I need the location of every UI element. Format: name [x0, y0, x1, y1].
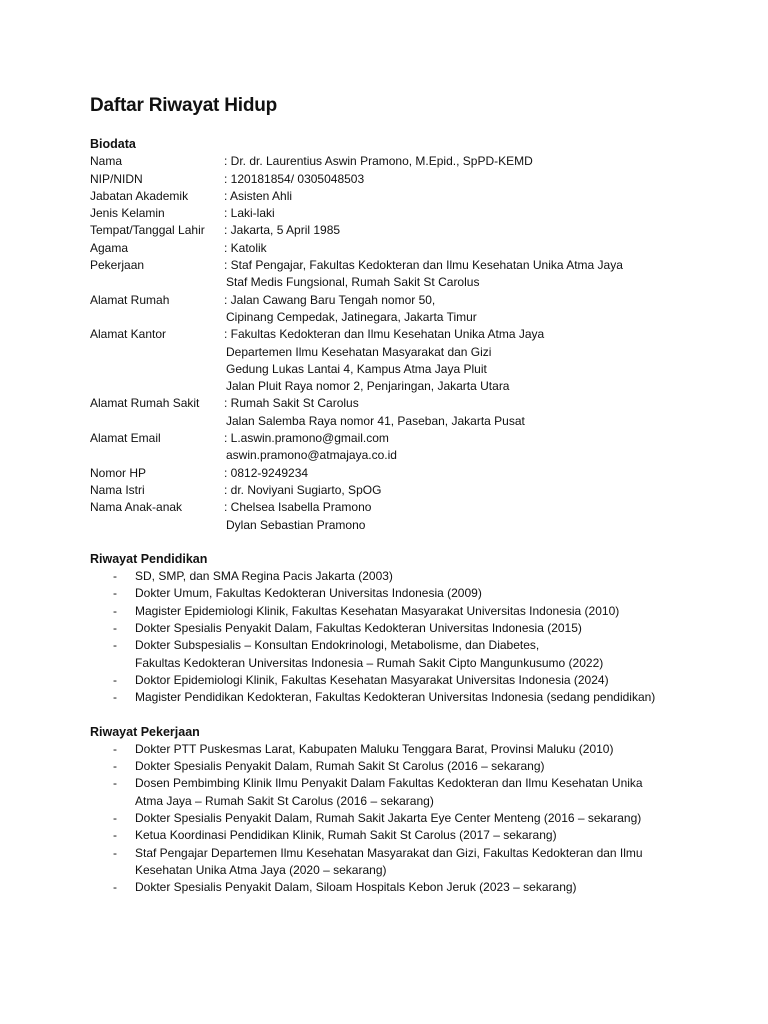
- biodata-value-line: : Rumah Sakit St Carolus: [224, 396, 359, 411]
- work-item-text: [135, 775, 643, 810]
- education-item: [90, 568, 738, 585]
- biodata-value-line: : Jalan Cawang Baru Tengah nomor 50,: [224, 292, 436, 307]
- biodata-value-line: : Jakarta, 5 April 1985: [224, 223, 341, 238]
- biodata-label: Pekerjaan: [90, 258, 145, 273]
- biodata-value-line: : 120181854/ 0305048503: [224, 171, 365, 186]
- bullet-dash: -: [113, 880, 117, 895]
- education-item: [90, 585, 738, 602]
- education-item-line: Dokter Umum, Fakultas Kedokteran Universitas Indonesia (2009): [135, 586, 482, 601]
- biodata-value: [224, 257, 623, 292]
- bullet-dash: -: [113, 741, 117, 756]
- biodata-value: [224, 171, 364, 188]
- biodata-value: [224, 240, 267, 257]
- biodata-value-line: Jalan Pluit Raya nomor 2, Penjaringan, Jakarta Utara: [226, 379, 510, 394]
- education-item: [90, 672, 738, 689]
- biodata-value: [224, 153, 533, 170]
- work-item-line: Dokter Spesialis Penyakit Dalam, Siloam Hospitals Kebon Jeruk (2023 – sekarang): [135, 880, 577, 895]
- biodata-value-line: Staf Medis Fungsional, Rumah Sakit St Carolus: [226, 275, 480, 290]
- biodata-label: Nama Istri: [90, 482, 145, 497]
- education-item-text: [135, 689, 655, 706]
- work-item-line: Kesehatan Unika Atma Jaya (2020 – sekarang): [135, 862, 387, 877]
- bullet-dash: -: [113, 828, 117, 843]
- biodata-value-line: : dr. Noviyani Sugiarto, SpOG: [224, 482, 382, 497]
- biodata-row: [90, 153, 738, 170]
- biodata-value-line: aswin.pramono@atmajaya.co.id: [226, 448, 397, 463]
- work-section: [90, 724, 738, 897]
- bullet-dash: -: [113, 759, 117, 774]
- work-item-line: Staf Pengajar Departemen Ilmu Kesehatan Masyarakat dan Gizi, Fakultas Kedokteran dan Ilmu: [135, 845, 643, 860]
- work-item-text: [135, 879, 577, 896]
- work-item-text: [135, 741, 613, 758]
- bullet-dash: -: [113, 810, 117, 825]
- document-title: Daftar Riwayat Hidup: [90, 95, 278, 116]
- biodata-value-line: : Fakultas Kedokteran dan Ilmu Kesehatan Unika Atma Jaya: [224, 327, 545, 342]
- biodata-label: Agama: [90, 240, 129, 255]
- bullet-dash: -: [113, 672, 117, 687]
- biodata-value: [224, 292, 477, 327]
- biodata-label: Alamat Rumah: [90, 292, 170, 307]
- biodata-label: Tempat/Tanggal Lahir: [90, 223, 205, 238]
- bullet-dash: -: [113, 586, 117, 601]
- bullet-dash: -: [113, 776, 117, 791]
- biodata-value: [224, 326, 544, 395]
- biodata-label: Nomor HP: [90, 465, 147, 480]
- work-item-line: Atma Jaya – Rumah Sakit St Carolus (2016 – sekarang): [135, 793, 434, 808]
- bullet-dash: -: [113, 569, 117, 584]
- education-heading: Riwayat Pendidikan: [90, 551, 208, 566]
- work-heading: Riwayat Pekerjaan: [90, 724, 200, 739]
- biodata-row: [90, 205, 738, 222]
- biodata-value-line: Gedung Lukas Lantai 4, Kampus Atma Jaya Pluit: [226, 361, 487, 376]
- biodata-label: NIP/NIDN: [90, 171, 143, 186]
- education-item-text: [135, 568, 393, 585]
- education-item-text: [135, 585, 482, 602]
- biodata-label: Jabatan Akademik: [90, 188, 189, 203]
- biodata-value: [224, 499, 371, 534]
- biodata-row: [90, 395, 738, 430]
- work-item-line: Dokter Spesialis Penyakit Dalam, Rumah Sakit Jakarta Eye Center Menteng (2016 – sekarang): [135, 810, 642, 825]
- biodata-value-line: Jalan Salemba Raya nomor 41, Paseban, Jakarta Pusat: [226, 413, 525, 428]
- biodata-row: [90, 171, 738, 188]
- work-item: [90, 879, 738, 896]
- biodata-row: [90, 222, 738, 239]
- biodata-value-line: : L.aswin.pramono@gmail.com: [224, 431, 389, 446]
- biodata-row: [90, 326, 738, 395]
- education-item: [90, 603, 738, 620]
- education-item-line: SD, SMP, dan SMA Regina Pacis Jakarta (2003): [135, 569, 393, 584]
- biodata-row: [90, 465, 738, 482]
- education-list: [90, 568, 738, 706]
- biodata-value: [224, 395, 525, 430]
- biodata-row: [90, 292, 738, 327]
- bullet-dash: -: [113, 638, 117, 653]
- biodata-value: [224, 205, 275, 222]
- education-item-line: Magister Epidemiologi Klinik, Fakultas Kesehatan Masyarakat Universitas Indonesia (2010): [135, 603, 620, 618]
- education-item-line: Doktor Epidemiologi Klinik, Fakultas Kesehatan Masyarakat Universitas Indonesia (2024): [135, 672, 609, 687]
- work-item-line: Dokter Spesialis Penyakit Dalam, Rumah Sakit St Carolus (2016 – sekarang): [135, 759, 545, 774]
- biodata-value: [224, 430, 397, 465]
- work-item-line: Ketua Koordinasi Pendidikan Klinik, Rumah Sakit St Carolus (2017 – sekarang): [135, 828, 557, 843]
- biodata-value: [224, 482, 381, 499]
- work-item: [90, 775, 738, 810]
- biodata-label: Nama Anak-anak: [90, 500, 183, 515]
- biodata-row: [90, 257, 738, 292]
- education-item-line: Magister Pendidikan Kedokteran, Fakultas Kedokteran Universitas Indonesia (sedang pendidikan): [135, 690, 656, 705]
- biodata-value-line: : Asisten Ahli: [224, 188, 293, 203]
- biodata-value-line: Dylan Sebastian Pramono: [226, 517, 366, 532]
- biodata-value-line: : Staf Pengajar, Fakultas Kedokteran dan Ilmu Kesehatan Unika Atma Jaya: [224, 258, 623, 273]
- biodata-value-line: : Katolik: [224, 240, 267, 255]
- work-item-line: Dokter PTT Puskesmas Larat, Kabupaten Maluku Tenggara Barat, Provinsi Maluku (2010): [135, 741, 614, 756]
- biodata-label: Alamat Email: [90, 431, 161, 446]
- education-item: [90, 689, 738, 706]
- work-item-text: [135, 827, 557, 844]
- biodata-value-line: : Dr. dr. Laurentius Aswin Pramono, M.Epid., SpPD-KEMD: [224, 154, 533, 169]
- biodata-label: Jenis Kelamin: [90, 206, 165, 221]
- work-item: [90, 741, 738, 758]
- biodata-value-line: Departemen Ilmu Kesehatan Masyarakat dan Gizi: [226, 344, 492, 359]
- biodata-row: [90, 499, 738, 534]
- work-item-text: [135, 845, 643, 880]
- work-list: [90, 741, 738, 897]
- education-item-text: [135, 603, 619, 620]
- education-item-line: Fakultas Kedokteran Universitas Indonesia – Rumah Sakit Cipto Mangunkusumo (2022): [135, 655, 604, 670]
- education-item-text: [135, 620, 582, 637]
- work-item: [90, 827, 738, 844]
- education-section: [90, 551, 738, 707]
- education-item-text: [135, 672, 609, 689]
- work-item: [90, 758, 738, 775]
- biodata-table: [90, 153, 738, 534]
- biodata-value: [224, 465, 308, 482]
- biodata-value-line: : Laki-laki: [224, 206, 275, 221]
- work-item: [90, 810, 738, 827]
- bullet-dash: -: [113, 621, 117, 636]
- education-item: [90, 637, 738, 672]
- biodata-row: [90, 430, 738, 465]
- bullet-dash: -: [113, 690, 117, 705]
- biodata-label: Alamat Rumah Sakit: [90, 396, 200, 411]
- biodata-value: [224, 188, 292, 205]
- education-item: [90, 620, 738, 637]
- bullet-dash: -: [113, 603, 117, 618]
- bullet-dash: -: [113, 845, 117, 860]
- work-item-line: Dosen Pembimbing Klinik Ilmu Penyakit Dalam Fakultas Kedokteran dan Ilmu Kesehatan Unika: [135, 776, 643, 791]
- biodata-section: [90, 136, 738, 534]
- biodata-row: [90, 188, 738, 205]
- biodata-heading: Biodata: [90, 137, 136, 151]
- biodata-value-line: Cipinang Cempedak, Jatinegara, Jakarta Timur: [226, 309, 477, 324]
- biodata-label: Alamat Kantor: [90, 327, 167, 342]
- biodata-value-line: : Chelsea Isabella Pramono: [224, 500, 372, 515]
- biodata-value: [224, 222, 340, 239]
- education-item-line: Dokter Subspesialis – Konsultan Endokrinologi, Metabolisme, dan Diabetes,: [135, 638, 540, 653]
- education-item-line: Dokter Spesialis Penyakit Dalam, Fakultas Kedokteran Universitas Indonesia (2015): [135, 621, 582, 636]
- biodata-row: [90, 482, 738, 499]
- biodata-value-line: : 0812-9249234: [224, 465, 309, 480]
- biodata-label: Nama: [90, 154, 123, 169]
- work-item-text: [135, 758, 545, 775]
- education-item-text: [135, 637, 603, 672]
- work-item-text: [135, 810, 641, 827]
- work-item: [90, 845, 738, 880]
- biodata-row: [90, 240, 738, 257]
